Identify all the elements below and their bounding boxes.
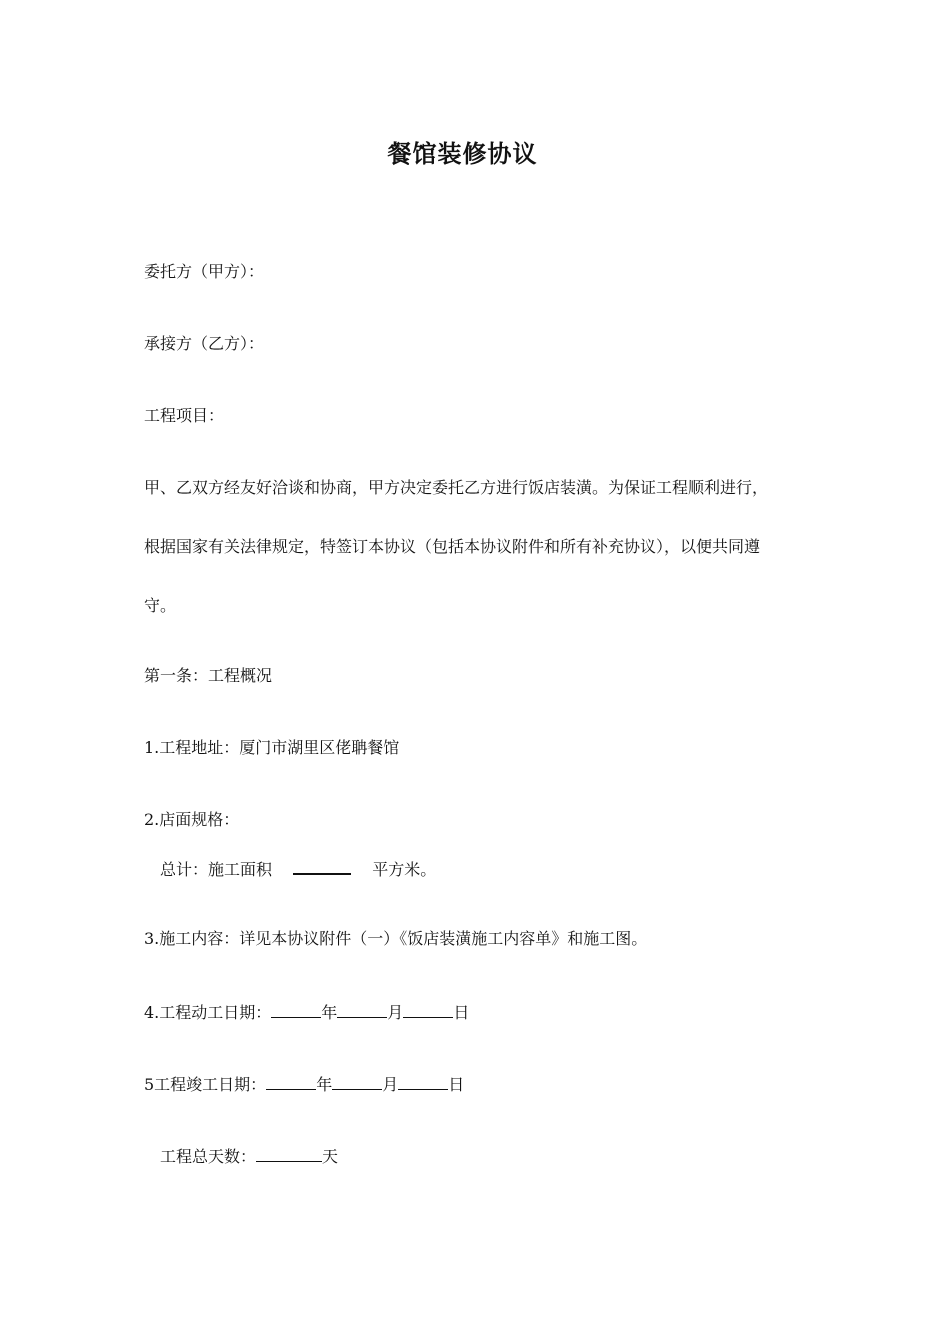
end-year-blank[interactable] (266, 1073, 316, 1090)
preamble-line-3: 守。 (144, 596, 177, 615)
start-day-blank[interactable] (403, 1001, 453, 1018)
start-year-unit: 年 (321, 1003, 338, 1022)
end-date-label: 5工程竣工日期： (144, 1075, 267, 1094)
construction-content: 3.施工内容：详见本协议附件（一）《饭店装潢施工内容单》和施工图。 (144, 929, 648, 948)
end-date-line (144, 1073, 464, 1095)
document-title: 餐馆装修协议 (387, 140, 538, 168)
client-party-line: 委托方（甲方）： (144, 262, 265, 281)
project-line: 工程项目： (144, 406, 225, 425)
project-address: 1.工程地址：厦门市湖里区佬聃餐馆 (144, 738, 400, 757)
start-day-unit: 日 (453, 1003, 470, 1022)
area-blank[interactable] (293, 857, 351, 875)
start-month-unit: 月 (387, 1003, 404, 1022)
area-label: 总计：施工面积 (160, 860, 273, 879)
area-line (160, 857, 436, 880)
end-day-unit: 日 (448, 1075, 465, 1094)
contractor-party-line: 承接方（乙方）： (144, 334, 265, 353)
preamble-line-1: 甲、乙双方经友好洽谈和协商，甲方决定委托乙方进行饭店装潢。为保证工程顺利进行， (144, 478, 769, 497)
end-month-blank[interactable] (332, 1073, 382, 1090)
total-days-line (160, 1145, 338, 1167)
start-date-label: 4.工程动工日期： (144, 1003, 272, 1022)
total-days-label: 工程总天数： (160, 1147, 257, 1166)
article1-heading: 第一条：工程概况 (144, 666, 273, 685)
end-month-unit: 月 (382, 1075, 399, 1094)
preamble-line-2: 根据国家有关法律规定，特签订本协议（包括本协议附件和所有补充协议），以便共同遵 (144, 537, 761, 556)
store-spec: 2.店面规格： (144, 810, 240, 829)
area-unit: 平方米。 (372, 860, 437, 879)
total-days-blank[interactable] (256, 1145, 322, 1162)
end-day-blank[interactable] (398, 1073, 448, 1090)
start-date-line (144, 1001, 469, 1023)
end-year-unit: 年 (316, 1075, 333, 1094)
start-year-blank[interactable] (271, 1001, 321, 1018)
start-month-blank[interactable] (337, 1001, 387, 1018)
total-days-unit: 天 (322, 1147, 339, 1166)
